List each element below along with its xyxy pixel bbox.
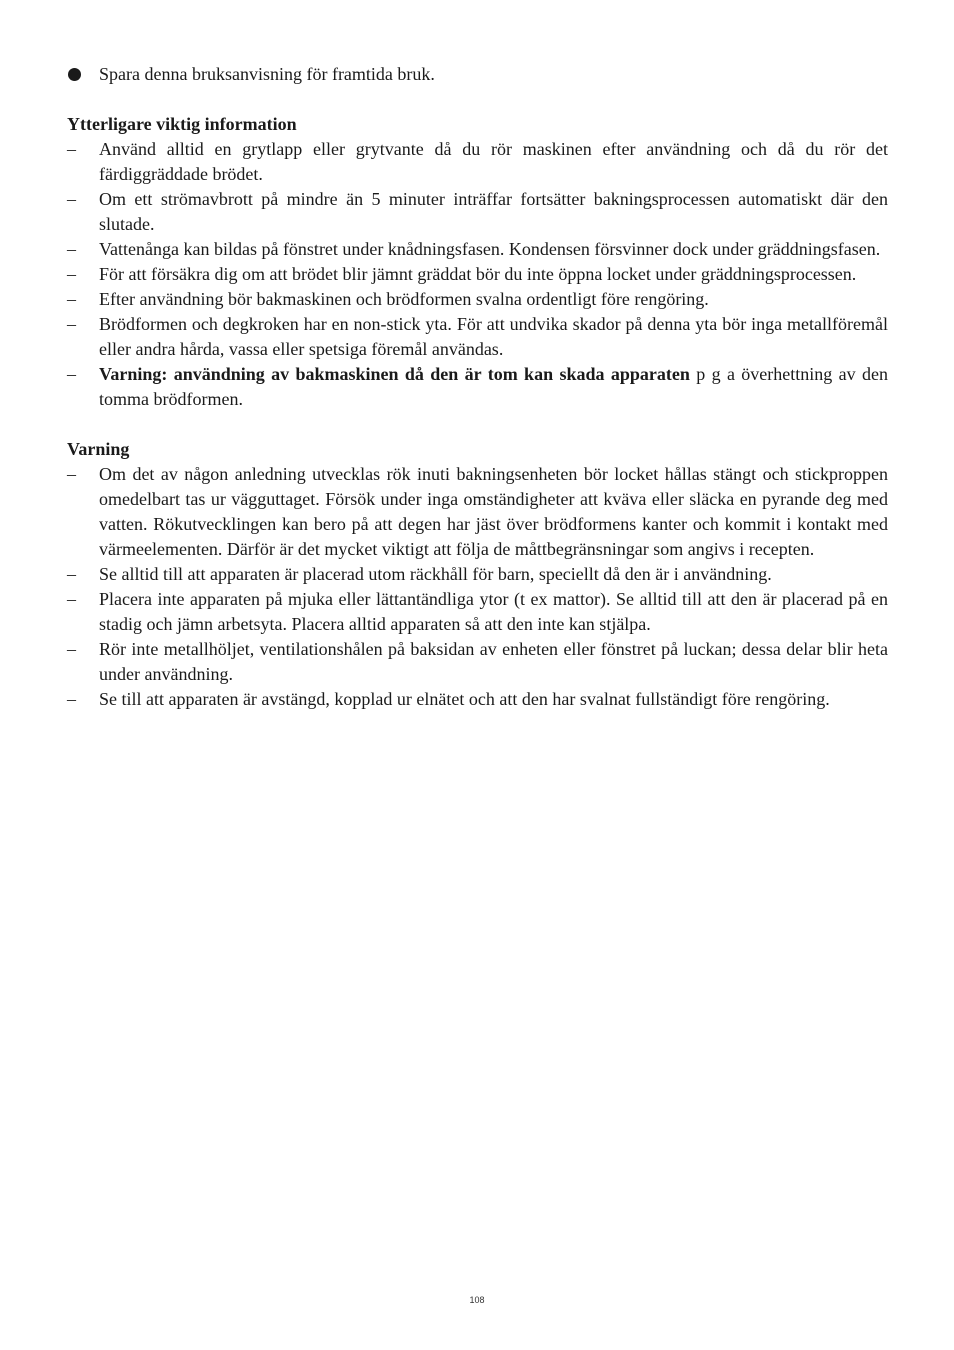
section-heading-info: Ytterligare viktig information bbox=[67, 114, 297, 134]
list-item-text: Använd alltid en grytlapp eller grytvante då du rör maskinen efter användning och då du rör det färdiggräddade brödet. bbox=[99, 139, 888, 184]
dash-marker: – bbox=[67, 314, 76, 334]
list-item-text: Om det av någon anledning utvecklas rök inuti bakningsenheten bör locket hållas stängt och stickproppen omedelbart tas ur vägguttaget. Försök under inga omständigheter att kväva eller släcka en pyrande deg med vatten. Rökutvecklingen kan bero på att degen har jäst över brödformens kanter och kommit i kontakt med värmeelementen. Därför är det mycket viktigt att följa de måttbegränsningar som angivs i recepten. bbox=[99, 464, 888, 559]
list-item bbox=[67, 462, 888, 562]
list-item-text: För att försäkra dig om att brödet blir jämnt gräddat bör du inte öppna locket under gräddningsprocessen. bbox=[99, 264, 857, 284]
dash-marker: – bbox=[67, 364, 76, 384]
list-item bbox=[67, 262, 888, 287]
dash-marker: – bbox=[67, 564, 76, 584]
dash-marker: – bbox=[67, 639, 76, 659]
bullet-dot-icon bbox=[68, 68, 81, 81]
list-item-text: Om ett strömavbrott på mindre än 5 minuter inträffar fortsätter bakningsprocessen automatiskt där den slutade. bbox=[99, 189, 888, 234]
list-item-text: Brödformen och degkroken har en non-stick yta. För att undvika skador på denna yta bör inga metallföremål eller andra hårda, vassa eller spetsiga föremål användas. bbox=[99, 314, 888, 359]
warning-bold-text: Varning: användning av bakmaskinen då den är tom kan skada apparaten bbox=[99, 364, 690, 384]
list-item bbox=[67, 637, 888, 687]
list-item-text: Efter användning bör bakmaskinen och brödformen svalna ordentligt före rengöring. bbox=[99, 289, 709, 309]
list-item-text: Se alltid till att apparaten är placerad utom räckhåll för barn, speciellt då den är i användning. bbox=[99, 564, 772, 584]
dash-marker: – bbox=[67, 239, 76, 259]
dash-marker: – bbox=[67, 189, 76, 209]
warning-rest-text: p g a överhettning av den tomma brödformen. bbox=[99, 364, 888, 409]
list-item bbox=[67, 687, 888, 712]
list-item bbox=[67, 587, 888, 637]
document-page bbox=[67, 62, 888, 712]
dash-marker: – bbox=[67, 264, 76, 284]
list-item bbox=[67, 287, 888, 312]
list-item bbox=[67, 312, 888, 362]
dash-marker: – bbox=[67, 689, 76, 709]
list-item-text: Placera inte apparaten på mjuka eller lättantändliga ytor (t ex mattor). Se alltid till att den är placerad på en stadig och jämn arbetsyta. Placera alltid apparaten så att den inte kan stjälpa. bbox=[99, 589, 888, 634]
list-item-text: Rör inte metallhöljet, ventilationshålen på baksidan av enheten eller fönstret på luckan; dessa delar blir heta under användning. bbox=[99, 639, 888, 684]
dash-marker: – bbox=[67, 464, 76, 484]
list-item-warning bbox=[67, 362, 888, 412]
list-item bbox=[67, 137, 888, 187]
page-number: 108 bbox=[469, 1295, 485, 1305]
dash-marker: – bbox=[67, 139, 76, 159]
list-item-text: Vattenånga kan bildas på fönstret under knådningsfasen. Kondensen försvinner dock under gräddningsfasen. bbox=[99, 239, 881, 259]
list-item bbox=[67, 187, 888, 237]
dash-marker: – bbox=[67, 589, 76, 609]
list-item-text: Se till att apparaten är avstängd, kopplad ur elnätet och att den har svalnat fullständigt före rengöring. bbox=[99, 689, 830, 709]
list-item bbox=[67, 562, 888, 587]
section-heading-warning: Varning bbox=[67, 439, 130, 459]
intro-text: Spara denna bruksanvisning för framtida bruk. bbox=[99, 64, 435, 84]
dash-marker: – bbox=[67, 289, 76, 309]
intro-bullet-item bbox=[67, 62, 888, 87]
list-item bbox=[67, 237, 888, 262]
